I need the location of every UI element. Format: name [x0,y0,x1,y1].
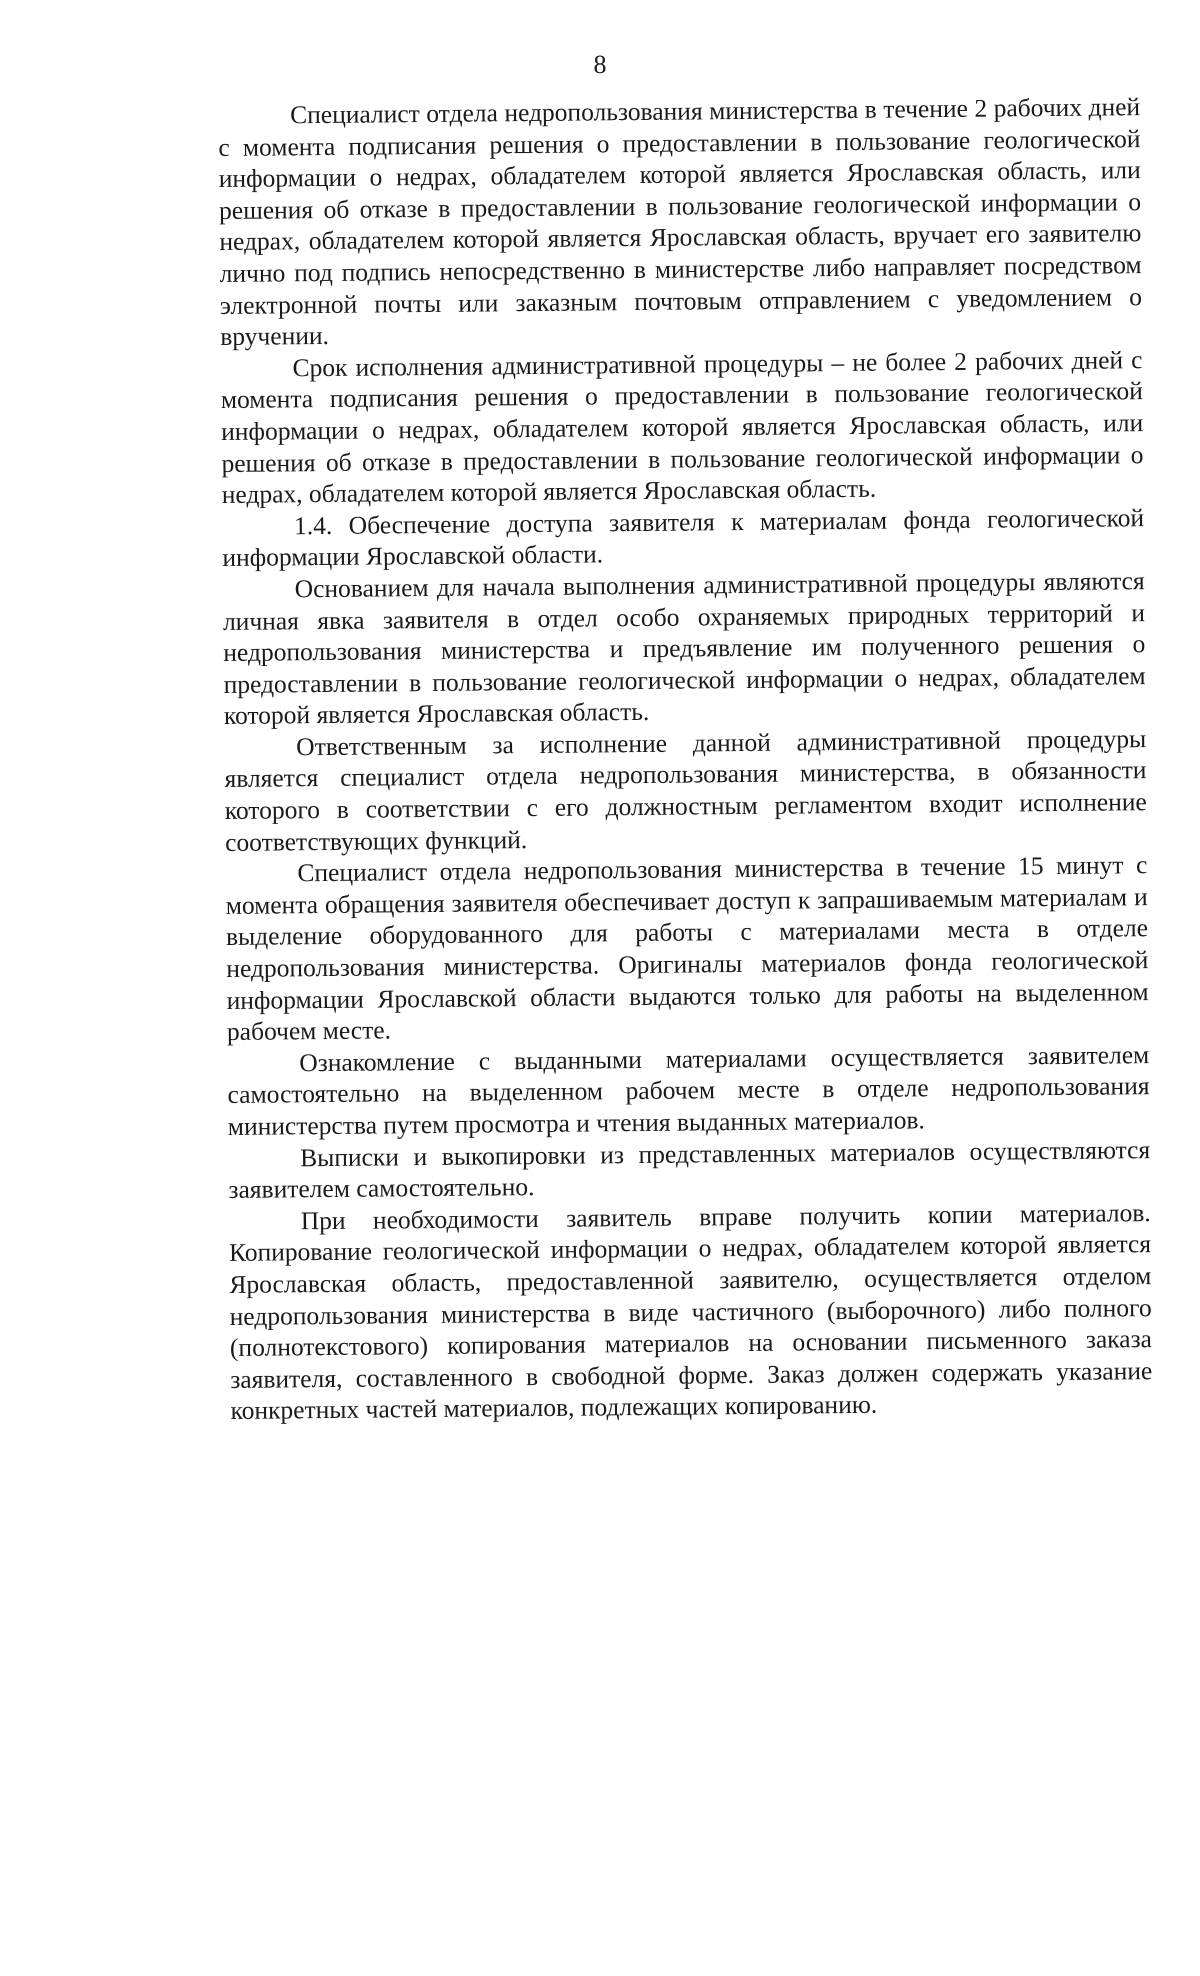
paragraph-copying: При необходимости заявитель вправе получить копии материалов. Копирование геологической информации о недрах, обладателем которой является Ярославская область, предоставленной заявителю, осуществляется отделом недропользования министерства в виде частичного (выборочного) либо полного (полнотекстового) копирования материалов на основании письменного заказа заявителя, составленного в свободной форме. Заказ должен содержать указание конкретных частей материалов, подлежащих копированию. [228,1197,1153,1426]
paragraph-grounds-for-procedure: Основанием для начала выполнения административной процедуры являются личная явка заявителя в отдел особо охраняемых природных территорий и недропользования министерства и предъявление им полученного решения о предоставлении в пользование геологической информации о недрах, обладателем которой является Ярославская область. [222,566,1146,731]
paragraph-procedure-deadline: Срок исполнения административной процедуры – не более 2 рабочих дней с момента подписания решения о предоставлении в пользование геологической информации о недрах, обладателем которой является Ярославская область, или решения об отказе в предоставлении в пользование геологической информации о недрах, обладателем которой является Ярославская область. [220,344,1144,510]
paragraph-familiarization: Ознакомление с выданными материалами осуществляется заявителем самостоятельно на выделенном рабочем месте в отделе недропользования министерства путем просмотра и чтения выданных материалов. [227,1039,1150,1141]
paragraph-handover-decision: Специалист отдела недропользования министерства в течение 2 рабочих дней с момента подписания решения о предоставлении в пользование геологической информации о недрах, обладателем которой является Ярославская область, или решения об отказе в предоставлении в пользование геологической информации о недрах, обладателем которой является Ярославская область, вручает его заявителю лично под подпись непосредственно в министерстве либо направляет посредством электронной почты или заказным почтовым отправлением с уведомлением о вручении. [218,92,1143,352]
page-number: 8 [593,50,607,79]
paragraph-extracts: Выписки и выкопировки из представленных материалов осуществляются заявителем самостоятельно. [228,1134,1151,1205]
section-heading-1-4: 1.4. Обеспечение доступа заявителя к материалам фонда геологической информации Ярославской области. [222,502,1145,573]
paragraph-responsible-person: Ответственным за исполнение данной административной процедуры является специалист отдела недропользования министерства, в обязанности которого в соответствии с его должностным регламентом входит исполнение соответствующих функций. [224,723,1147,857]
paragraph-access-provision: Специалист отдела недропользования министерства в течение 15 минут с момента обращения заявителя обеспечивает доступ к запрашиваемым материалам и выделение оборудованного для работы с материалами места в отделе недропользования министерства. Оригиналы материалов фонда геологической информации Ярославской области выдаются только для работы на выделенном рабочем месте. [225,850,1149,1047]
document-body [218,91,1153,1427]
